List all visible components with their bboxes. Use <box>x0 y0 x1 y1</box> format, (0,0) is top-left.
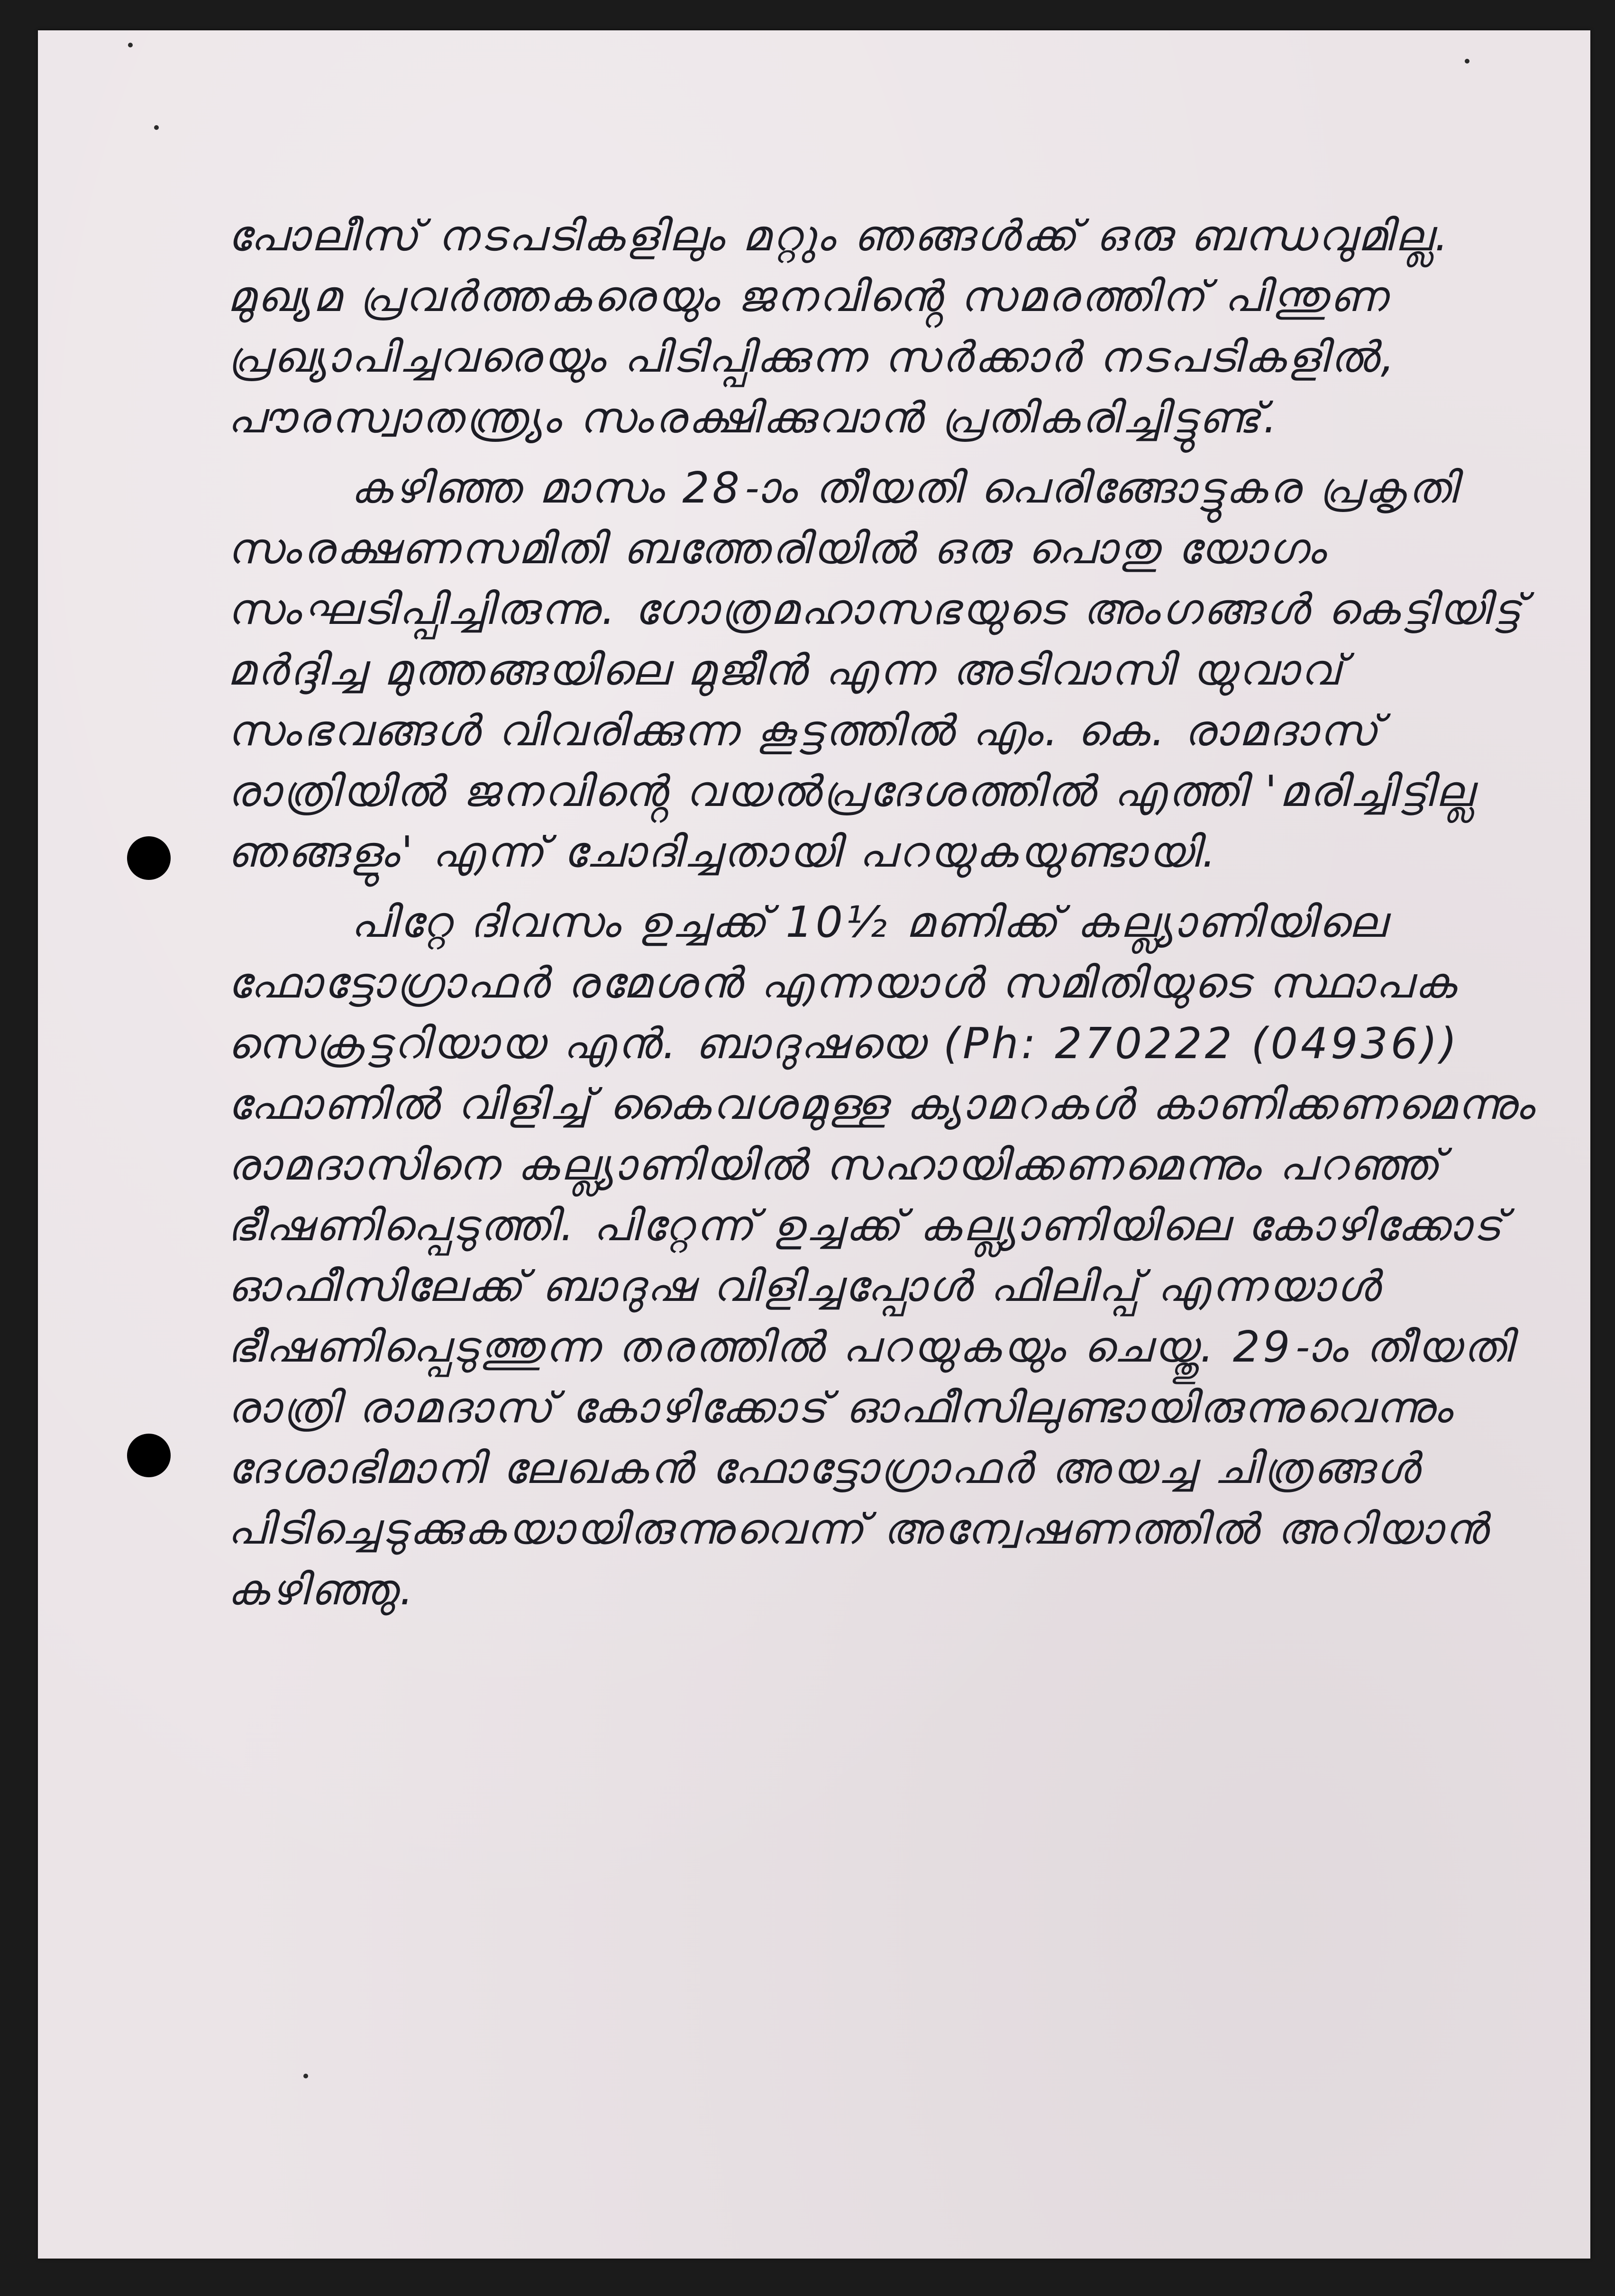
paper-sheet <box>38 30 1590 2259</box>
paper-speck <box>154 125 159 130</box>
paper-speck <box>303 2074 308 2078</box>
paragraph: പിറ്റേ ദിവസം ഉച്ചക്ക് 10½ മണിക്ക് കല്ല്യാണിയിലെ ഫോട്ടോഗ്രാഫർ രമേശൻ എന്നയാൾ സമിതിയുടെ സ്ഥാപക സെക്രട്ടറിയായ എൻ. ബാദുഷയെ (Ph: 270222 (04936)) ഫോണിൽ വിളിച്ച് കൈവശമുള്ള ക്യാമറകൾ കാണിക്കണമെന്നും രാമദാസിനെ കല്ല്യാണിയിൽ സഹായിക്കണമെന്നും പറഞ്ഞ് ഭീഷണിപ്പെടുത്തി. പിറ്റേന്ന് ഉച്ചക്ക് കല്ല്യാണിയിലെ കോഴിക്കോട് ഓഫീസിലേക്ക് ബാദുഷ വിളിച്ചപ്പോൾ ഫിലിപ്പ് എന്നയാൾ ഭീഷണിപ്പെടുത്തുന്ന തരത്തിൽ പറയുകയും ചെയ്തു. 29-ാം തീയതി രാത്രി രാമദാസ് കോഴിക്കോട് ഓഫീസിലുണ്ടായിരുന്നുവെന്നും ദേശാഭിമാനി ലേഖകൻ ഫോട്ടോഗ്രാഫർ അയച്ച ചിത്രങ്ങൾ പിടിച്ചെടുക്കുകയായിരുന്നുവെന്ന് അന്വേഷണത്തിൽ അറിയാൻ കഴിഞ്ഞു. <box>228 897 1537 1615</box>
handwritten-letter <box>228 206 1579 1630</box>
paper-speck <box>1465 59 1469 64</box>
paragraph: പോലീസ് നടപടികളിലും മറ്റും ഞങ്ങൾക്ക് ഒരു ബന്ധവുമില്ല. മുഖ്യമ പ്രവർത്തകരെയും ജനവിൻ്റെ സമരത്തിന് പിന്തുണ പ്രഖ്യാപിച്ചവരെയും പിടിപ്പിക്കുന്ന സർക്കാർ നടപടികളിൽ, പൗരസ്വാതന്ത്ര്യം സംരക്ഷിക്കുവാൻ പ്രതികരിച്ചിട്ടുണ്ട്. <box>228 211 1451 443</box>
punch-hole <box>127 1434 171 1477</box>
punch-hole <box>127 836 171 880</box>
paper-speck <box>128 43 133 47</box>
paragraph: കഴിഞ്ഞ മാസം 28-ാം തീയതി പെരിങ്ങോട്ടുകര പ്രകൃതി സംരക്ഷണസമിതി ബത്തേരിയിൽ ഒരു പൊതു യോഗം സംഘടിപ്പിച്ചിരുന്നു. ഗോത്രമഹാസഭയുടെ അംഗങ്ങൾ കെട്ടിയിട്ട് മർദ്ദിച്ച മുത്തങ്ങയിലെ മുജീൻ എന്ന അടിവാസി യുവാവ് സംഭവങ്ങൾ വിവരിക്കുന്ന കൂട്ടത്തിൽ എം. കെ. രാമദാസ് രാത്രിയിൽ ജനവിൻ്റെ വയൽപ്രദേശത്തിൽ എത്തി 'മരിച്ചിട്ടില്ല ഞങ്ങളും' എന്ന് ചോദിച്ചതായി പറയുകയുണ്ടായി. <box>228 463 1524 877</box>
